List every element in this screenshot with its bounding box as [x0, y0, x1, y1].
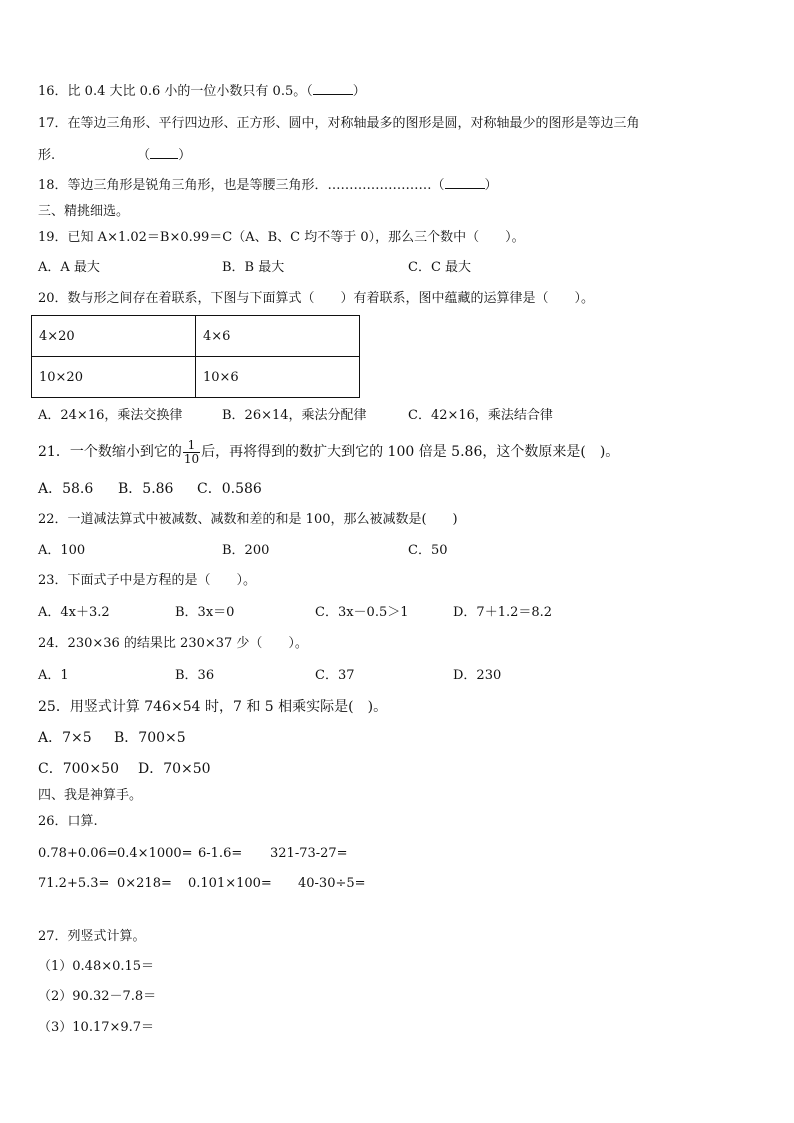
q25-option-d[interactable]: D．70×50 [138, 761, 211, 777]
grid-cell: 4×20 [32, 316, 196, 357]
q19-option-c[interactable]: C．C 最大 [408, 260, 472, 275]
mental-calc-item: 0.4×1000= [117, 846, 193, 861]
q20-option-b[interactable]: B．26×14，乘法分配律 [222, 408, 367, 423]
q23-option-a[interactable]: A．4x＋3.2 [38, 605, 110, 620]
question-21-text-before: 21．一个数缩小到它的 [38, 444, 182, 460]
paren-close: ） [178, 148, 192, 163]
question-17-line-2 [38, 146, 191, 165]
fraction-one-tenth [183, 439, 200, 466]
q24-option-b[interactable]: B．36 [175, 668, 215, 683]
question-21-text-after: 后，再将得到的数扩大到它的 100 倍是 5.86，这个数原来是( )。 [201, 444, 620, 460]
q21-option-c[interactable]: C．0.586 [197, 481, 262, 497]
question-18 [38, 176, 498, 195]
mental-calc-item: 0.101×100= [188, 876, 272, 891]
section-3-heading: 三、精挑细选。 [38, 204, 130, 219]
question-17-line-1: 17．在等边三角形、平行四边形、正方形、圆中，对称轴最多的图形是圆，对称轴最少的图形是等边三角 [38, 116, 640, 131]
answer-blank[interactable] [313, 82, 353, 95]
q24-option-d[interactable]: D．230 [453, 668, 502, 683]
paren-close: ） [484, 178, 498, 193]
vertical-calc-item: （2）90.32－7.8＝ [38, 989, 157, 1004]
answer-blank[interactable] [445, 176, 485, 189]
answer-blank[interactable] [150, 146, 178, 159]
q22-option-c[interactable]: C．50 [408, 543, 448, 558]
vertical-calc-item: （3）10.17×9.7＝ [38, 1020, 155, 1035]
q24-option-a[interactable]: A．1 [38, 668, 69, 683]
question-20: 20．数与形之间存在着联系，下图与下面算式（ ）有着联系，图中蕴藏的运算律是（ ）。 [38, 291, 595, 306]
q20-option-c[interactable]: C．42×16，乘法结合律 [408, 408, 553, 423]
q19-option-a[interactable]: A．A 最大 [38, 260, 100, 275]
grid-cell: 10×6 [196, 357, 360, 398]
q21-option-b[interactable]: B．5.86 [118, 481, 174, 497]
grid-cell: 4×6 [196, 316, 360, 357]
question-22: 22．一道减法算式中被减数、减数和差的和是 100，那么被减数是( ) [38, 512, 458, 527]
mental-calc-item: 71.2+5.3= [38, 876, 110, 891]
q22-option-b[interactable]: B．200 [222, 543, 270, 558]
question-17-tail: 形. [38, 148, 56, 163]
q25-option-c[interactable]: C．700×50 [38, 761, 119, 777]
question-19: 19．已知 A×1.02＝B×0.99＝C（A、B、C 均不等于 0），那么三个数中（ ）。 [38, 230, 525, 245]
q22-option-a[interactable]: A．100 [38, 543, 86, 558]
q24-option-c[interactable]: C．37 [315, 668, 355, 683]
mental-calc-item: 6-1.6= [198, 846, 243, 861]
q21-option-a[interactable]: A．58.6 [38, 481, 94, 497]
mental-calc-item: 0.78+0.06= [38, 846, 118, 861]
q23-option-d[interactable]: D．7＋1.2＝8.2 [453, 605, 553, 620]
question-24: 24．230×36 的结果比 230×37 少（ ）。 [38, 636, 308, 651]
paren-close: ） [352, 84, 366, 99]
question-21 [38, 435, 619, 469]
question-27: 27．列竖式计算。 [38, 929, 146, 944]
grid-cell: 10×20 [32, 357, 196, 398]
q20-grid-table [31, 315, 360, 398]
q19-option-b[interactable]: B．B 最大 [222, 260, 285, 275]
q20-option-a[interactable]: A．24×16，乘法交换律 [38, 408, 183, 423]
mental-calc-item: 0×218= [117, 876, 172, 891]
question-25: 25．用竖式计算 746×54 时，7 和 5 相乘实际是( )。 [38, 699, 388, 715]
mental-calc-item: 321-73-27= [270, 846, 348, 861]
q25-option-b[interactable]: B．700×5 [114, 730, 186, 746]
mental-calc-item: 40-30÷5= [298, 876, 366, 891]
q23-option-c[interactable]: C．3x－0.5＞1 [315, 605, 409, 620]
fraction-denominator: 10 [183, 451, 200, 466]
q23-option-b[interactable]: B．3x＝0 [175, 605, 235, 620]
question-26: 26．口算. [38, 814, 98, 829]
vertical-calc-item: （1）0.48×0.15＝ [38, 959, 155, 974]
section-4-heading: 四、我是神算手。 [38, 788, 143, 803]
fraction-numerator: 1 [183, 439, 200, 453]
question-18-text: 18．等边三角形是锐角三角形，也是等腰三角形．……………………（ [38, 178, 445, 193]
question-23: 23．下面式子中是方程的是（ ）。 [38, 573, 257, 588]
question-16 [38, 82, 366, 101]
paren-open: （ [137, 148, 151, 163]
q25-option-a[interactable]: A．7×5 [38, 730, 92, 746]
question-16-text: 16．比 0.4 大比 0.6 小的一位小数只有 0.5。（ [38, 84, 313, 99]
